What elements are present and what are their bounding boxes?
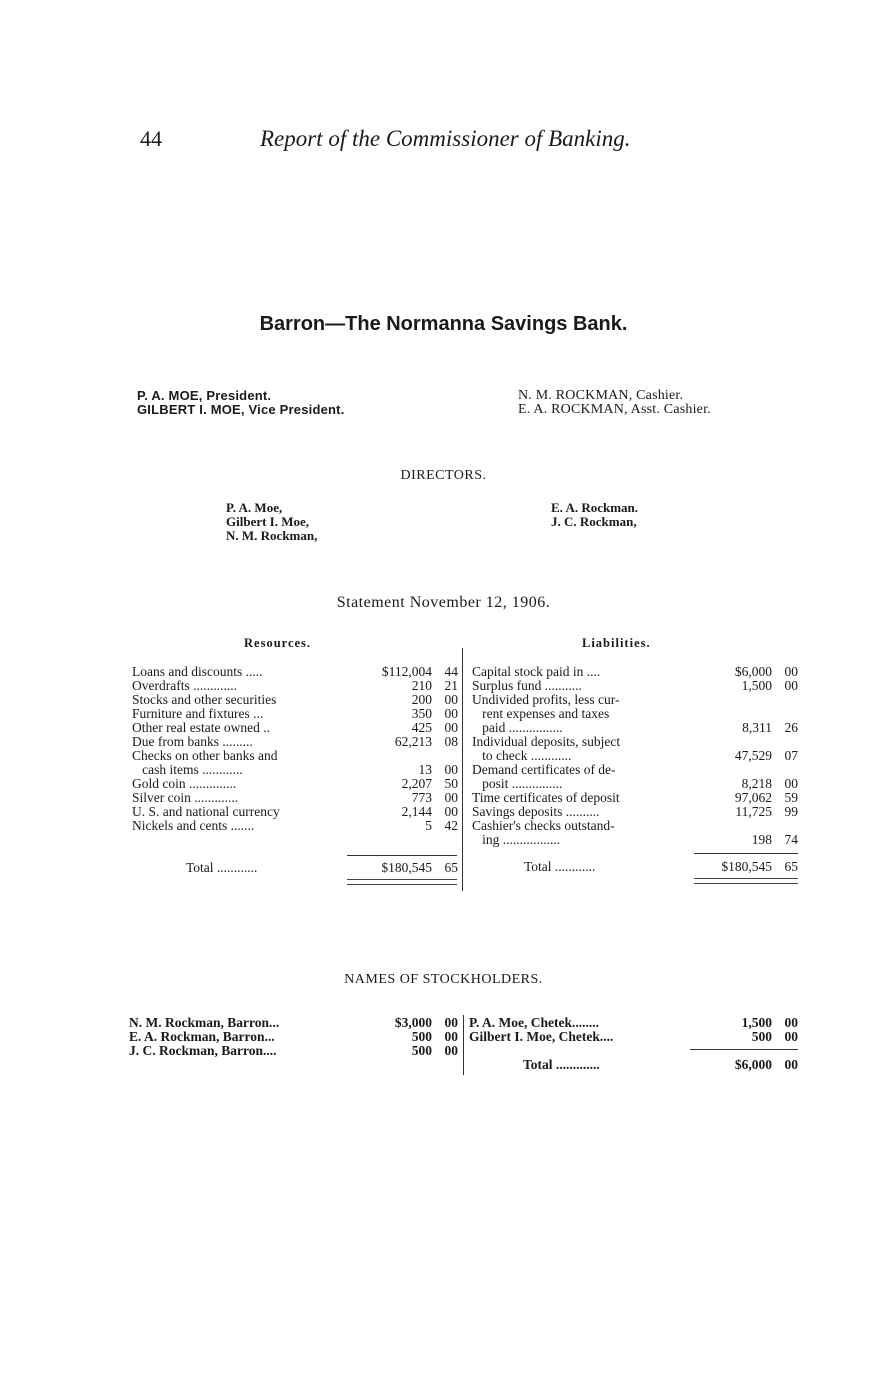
row-dollars: 5 xyxy=(425,818,432,833)
officers-left xyxy=(137,389,345,417)
resources-double-rule xyxy=(347,879,457,885)
liabilities-sum-rule xyxy=(694,853,798,854)
row-cents: 00 xyxy=(444,762,458,777)
total-cents: 65 xyxy=(784,859,798,874)
row-cents: 74 xyxy=(784,832,798,847)
row-label: Due from banks ......... xyxy=(132,734,253,749)
row-label: Other real estate owned .. xyxy=(132,720,270,735)
stockholder-cents: 00 xyxy=(784,1029,798,1044)
row-label: Furniture and fixtures ... xyxy=(132,706,264,721)
column-divider xyxy=(462,648,463,891)
row-label: Overdrafts ............. xyxy=(132,678,237,693)
stockholder-dollars: 500 xyxy=(751,1029,772,1044)
row-cents: 00 xyxy=(444,706,458,721)
directors-right xyxy=(551,501,638,529)
total-dollars: $180,545 xyxy=(721,859,772,874)
row-cents: 99 xyxy=(784,804,798,819)
row-label: Stocks and other securities xyxy=(132,692,277,707)
page-number: 44 xyxy=(140,126,162,151)
director-name: J. C. Rockman, xyxy=(551,514,637,529)
resources-sum-rule xyxy=(347,855,457,856)
total-label: Total ............ xyxy=(186,860,258,875)
row-label: Capital stock paid in .... xyxy=(472,664,601,679)
row-label: Savings deposits .......... xyxy=(472,804,600,819)
row-dollars: 350 xyxy=(411,706,432,721)
director-name: P. A. Moe, xyxy=(226,500,283,515)
officer-president: P. A. MOE, President. xyxy=(137,388,272,403)
row-label: U. S. and national currency xyxy=(132,804,280,819)
row-cents: 07 xyxy=(784,748,798,763)
row-cents: 00 xyxy=(784,678,798,693)
director-name: E. A. Rockman. xyxy=(551,500,639,515)
stockholder-name: Gilbert I. Moe, Chetek.... xyxy=(469,1029,614,1044)
liabilities-heading: Liabilities. xyxy=(582,636,651,650)
stockholders-divider xyxy=(463,1015,464,1075)
row-dollars: 8,218 xyxy=(741,776,772,791)
total-dollars: $6,000 xyxy=(734,1057,772,1072)
directors-heading: DIRECTORS. xyxy=(400,468,487,483)
stockholder-dollars: 500 xyxy=(411,1029,432,1044)
stockholder-dollars: $3,000 xyxy=(394,1015,432,1030)
row-dollars: 2,207 xyxy=(401,776,432,791)
stockholders-heading: NAMES OF STOCKHOLDERS. xyxy=(344,972,543,987)
statement-title: Statement November 12, 1906. xyxy=(336,594,551,611)
row-label: posit ............... xyxy=(472,776,563,791)
row-dollars: 773 xyxy=(411,790,432,805)
row-label: to check ............ xyxy=(472,748,572,763)
row-cents: 00 xyxy=(784,776,798,791)
row-label: Gold coin .............. xyxy=(132,776,237,791)
director-name: N. M. Rockman, xyxy=(226,528,318,543)
stockholder-cents: 00 xyxy=(444,1015,458,1030)
stockholder-name: E. A. Rockman, Barron... xyxy=(129,1029,275,1044)
row-dollars: 200 xyxy=(411,692,432,707)
row-label: Demand certificates of de- xyxy=(472,762,616,777)
stockholder-name: J. C. Rockman, Barron.... xyxy=(129,1043,277,1058)
row-dollars: 11,725 xyxy=(735,804,772,819)
officers-right xyxy=(518,389,711,417)
bank-title: Barron—The Normanna Savings Bank. xyxy=(259,313,628,335)
stockholders-sum-rule xyxy=(690,1049,798,1050)
row-cents: 59 xyxy=(784,790,798,805)
row-cents: 00 xyxy=(784,664,798,679)
row-dollars: 2,144 xyxy=(401,804,432,819)
officer-asst-cashier: E. A. ROCKMAN, Asst. Cashier. xyxy=(518,402,711,417)
total-cents: 00 xyxy=(784,1057,798,1072)
stockholder-cents: 00 xyxy=(444,1029,458,1044)
row-cents: 50 xyxy=(444,776,458,791)
row-label: rent expenses and taxes xyxy=(472,706,610,721)
total-cents: 65 xyxy=(444,860,458,875)
row-cents: 21 xyxy=(444,678,458,693)
stockholder-cents: 00 xyxy=(784,1015,798,1030)
row-cents: 08 xyxy=(444,734,458,749)
running-head: Report of the Commissioner of Banking. xyxy=(260,126,631,151)
row-dollars: 13 xyxy=(418,762,432,777)
officer-cashier: N. M. ROCKMAN, Cashier. xyxy=(518,388,684,403)
resources-heading: Resources. xyxy=(244,636,312,650)
row-label: Undivided profits, less cur- xyxy=(472,692,620,707)
row-dollars: 8,311 xyxy=(742,720,772,735)
directors-left xyxy=(226,501,317,543)
row-label: Individual deposits, subject xyxy=(472,734,621,749)
row-cents: 00 xyxy=(444,804,458,819)
row-dollars: $6,000 xyxy=(734,664,772,679)
row-cents: 00 xyxy=(444,692,458,707)
total-dollars: $180,545 xyxy=(381,860,432,875)
row-label: Checks on other banks and xyxy=(132,748,278,763)
row-cents: 00 xyxy=(444,790,458,805)
row-dollars: $112,004 xyxy=(381,664,432,679)
stockholder-dollars: 1,500 xyxy=(741,1015,772,1030)
director-name: Gilbert I. Moe, xyxy=(226,514,310,529)
row-dollars: 62,213 xyxy=(394,734,432,749)
total-label: Total ............ xyxy=(524,859,596,874)
row-dollars: 425 xyxy=(411,720,432,735)
row-dollars: 1,500 xyxy=(741,678,772,693)
stockholder-cents: 00 xyxy=(444,1043,458,1058)
stockholder-name: N. M. Rockman, Barron... xyxy=(129,1015,280,1030)
row-label: Time certificates of deposit xyxy=(472,790,620,805)
stockholder-name: P. A. Moe, Chetek........ xyxy=(469,1015,599,1030)
officer-vice-president: GILBERT I. MOE, Vice President. xyxy=(137,402,345,417)
row-label: cash items ............ xyxy=(132,762,243,777)
row-dollars: 210 xyxy=(411,678,432,693)
row-label: paid ................ xyxy=(472,720,563,735)
row-label: Silver coin ............. xyxy=(132,790,239,805)
row-label: Cashier's checks outstand- xyxy=(472,818,615,833)
row-dollars: 198 xyxy=(751,832,772,847)
row-cents: 00 xyxy=(444,720,458,735)
row-label: ing ................. xyxy=(472,832,561,847)
row-dollars: 97,062 xyxy=(734,790,772,805)
total-label: Total ............. xyxy=(523,1057,600,1072)
row-label: Surplus fund ........... xyxy=(472,678,582,693)
row-dollars: 47,529 xyxy=(734,748,772,763)
row-label: Loans and discounts ..... xyxy=(132,664,263,679)
stockholder-dollars: 500 xyxy=(411,1043,432,1058)
liabilities-double-rule xyxy=(694,878,798,884)
row-label: Nickels and cents ....... xyxy=(132,818,255,833)
row-cents: 26 xyxy=(784,720,798,735)
row-cents: 44 xyxy=(444,664,458,679)
row-cents: 42 xyxy=(444,818,458,833)
